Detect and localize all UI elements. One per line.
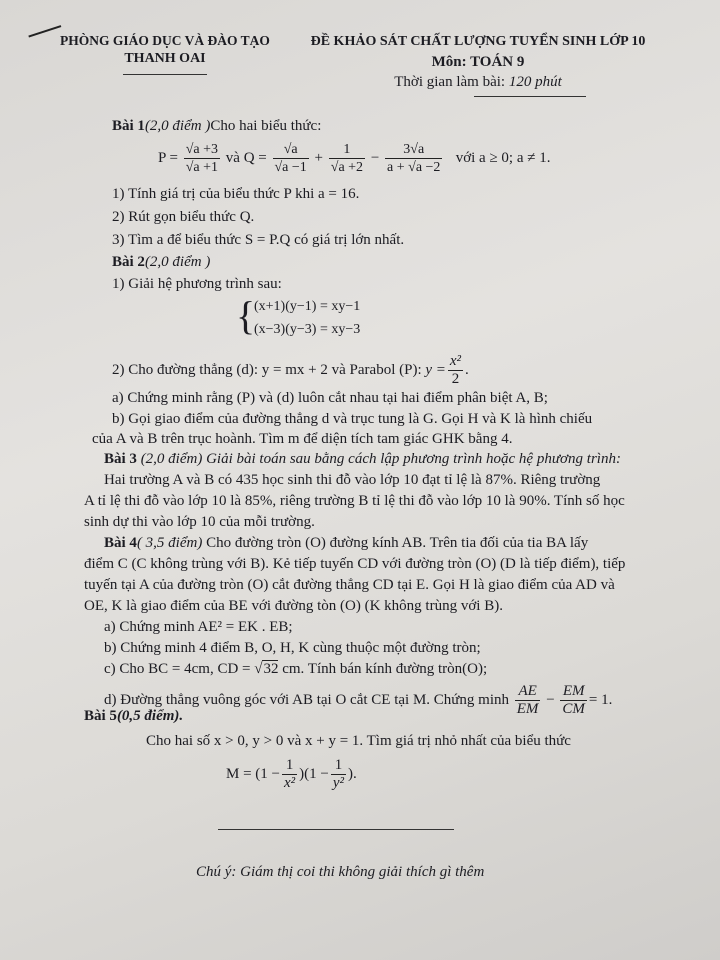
bai1-heading: Bài 1(2,0 điểm )Cho hai biểu thức: <box>112 118 322 134</box>
bai4-line2: điểm C (C không trùng với B). Kẻ tiếp tuyến CD với đường tròn (O) (D là tiếp điểm), tiếp <box>84 556 626 572</box>
duration: Thời gian làm bài: 120 phút <box>394 74 562 90</box>
end-separator <box>218 829 454 830</box>
department-name: PHÒNG GIÁO DỤC VÀ ĐÀO TẠO <box>60 33 270 48</box>
bai3-line3: sinh dự thi vào lớp 10 của mỗi trường. <box>84 514 315 530</box>
bai2-q2: 2) Cho đường thẳng (d): y = mx + 2 và Parabol (P): y = $\frac{\text{x²}}{2}$ . <box>112 353 469 388</box>
bai4-line1: Bài 4( 3,5 điểm) Cho đường tròn (O) đường kính AB. Trên tia đối của tia BA lấy <box>104 535 589 551</box>
subject: Môn: TOÁN 9 <box>431 54 525 70</box>
bai3-line2: A tỉ lệ thi đỗ vào lớp 10 là 85%, riêng trường B tỉ lệ thi đỗ vào lớp 10 là 90%. Tính số học <box>84 493 625 509</box>
bai1-q1: 1) Tính giá trị của biểu thức P khi a = 16. <box>112 186 360 202</box>
bai2-eq1: (x+1)(y−1) = xy−1 <box>254 299 361 314</box>
bai4-qd: d) Đường thẳng vuông góc với AB tại O cắt CE tại M. Chứng minh $\frac{AE}{EM}$ − $\frac{EM}{CM}$ = 1. <box>104 683 613 718</box>
bai1-formula: P = $\frac{√a +3}{√a +1}$ và Q = $\frac{√a}{√a -1}$ + $\frac{1}{√a +2}$ − $\frac{3√a}{a + √a -2}$ với a ≥ 0; a ≠ 1. <box>158 142 551 176</box>
bai5-heading: Bài 5(0,5 điểm). <box>84 708 184 724</box>
bai2-q1: 1) Giải hệ phương trình sau: <box>112 276 282 292</box>
bai1-q2: 2) Rút gọn biểu thức Q. <box>112 209 255 225</box>
bai4-line4: OE, K là giao điểm của BE với đường tòn (O) (K không trùng với B). <box>84 598 503 614</box>
bai1-q3: 3) Tìm a để biểu thức S = P.Q có giá trị lớn nhất. <box>112 232 405 248</box>
header-right <box>288 32 668 97</box>
system-brace: { <box>236 293 256 338</box>
bai2-qa: a) Chứng minh rằng (P) và (d) luôn cắt nhau tại hai điểm phân biệt A, B; <box>112 390 548 406</box>
bai2-eq2: (x−3)(y−3) = xy−3 <box>254 322 361 337</box>
header-left <box>60 32 270 75</box>
bai2-heading: Bài 2(2,0 điểm ) <box>112 254 211 270</box>
header-right-rule <box>474 96 586 97</box>
header-left-rule <box>123 74 207 75</box>
bai2-qb-line1: b) Gọi giao điểm của đường thẳng d và trục tung là G. Gọi H và K là hình chiếu <box>112 411 593 427</box>
bai2-qb-line2: của A và B trên trục hoành. Tìm m để diện tích tam giác GHK bằng 4. <box>92 431 513 447</box>
bai5-line1: Cho hai số x > 0, y > 0 và x + y = 1. Tìm giá trị nhỏ nhất của biểu thức <box>146 733 571 749</box>
bai4-qb: b) Chứng minh 4 điểm B, O, H, K cùng thuộc một đường tròn; <box>104 640 481 656</box>
bai4-qa: a) Chứng minh AE² = EK . EB; <box>104 619 293 635</box>
bai3-heading: Bài 3 (2,0 điểm) Giải bài toán sau bằng cách lập phương trình hoặc hệ phương trình: <box>104 451 621 467</box>
exam-title: ĐỀ KHẢO SÁT CHẤT LƯỢNG TUYỂN SINH LỚP 10 <box>310 34 646 49</box>
bai4-qc: c) Cho BC = 4cm, CD = √32 cm. Tính bán kính đường tròn(O); <box>104 661 488 677</box>
district-name: THANH OAI <box>124 51 206 66</box>
bai5-formula: M = (1 − $\frac{1}{\text{x²}}$ )(1 − $\frac{1}{\text{y²}}$ ). <box>226 757 357 792</box>
invigilator-note: Chú ý: Giám thị coi thi không giải thích gì thêm <box>196 864 485 880</box>
bai3-line1: Hai trường A và B có 435 học sinh thi đỗ vào lớp 10 đạt tỉ lệ là 87%. Riêng trường <box>104 472 601 488</box>
bai4-line3: tuyến tại A của đường tròn (O) cắt đường thẳng CD tại E. Gọi H là giao điểm của AD và <box>84 577 615 593</box>
